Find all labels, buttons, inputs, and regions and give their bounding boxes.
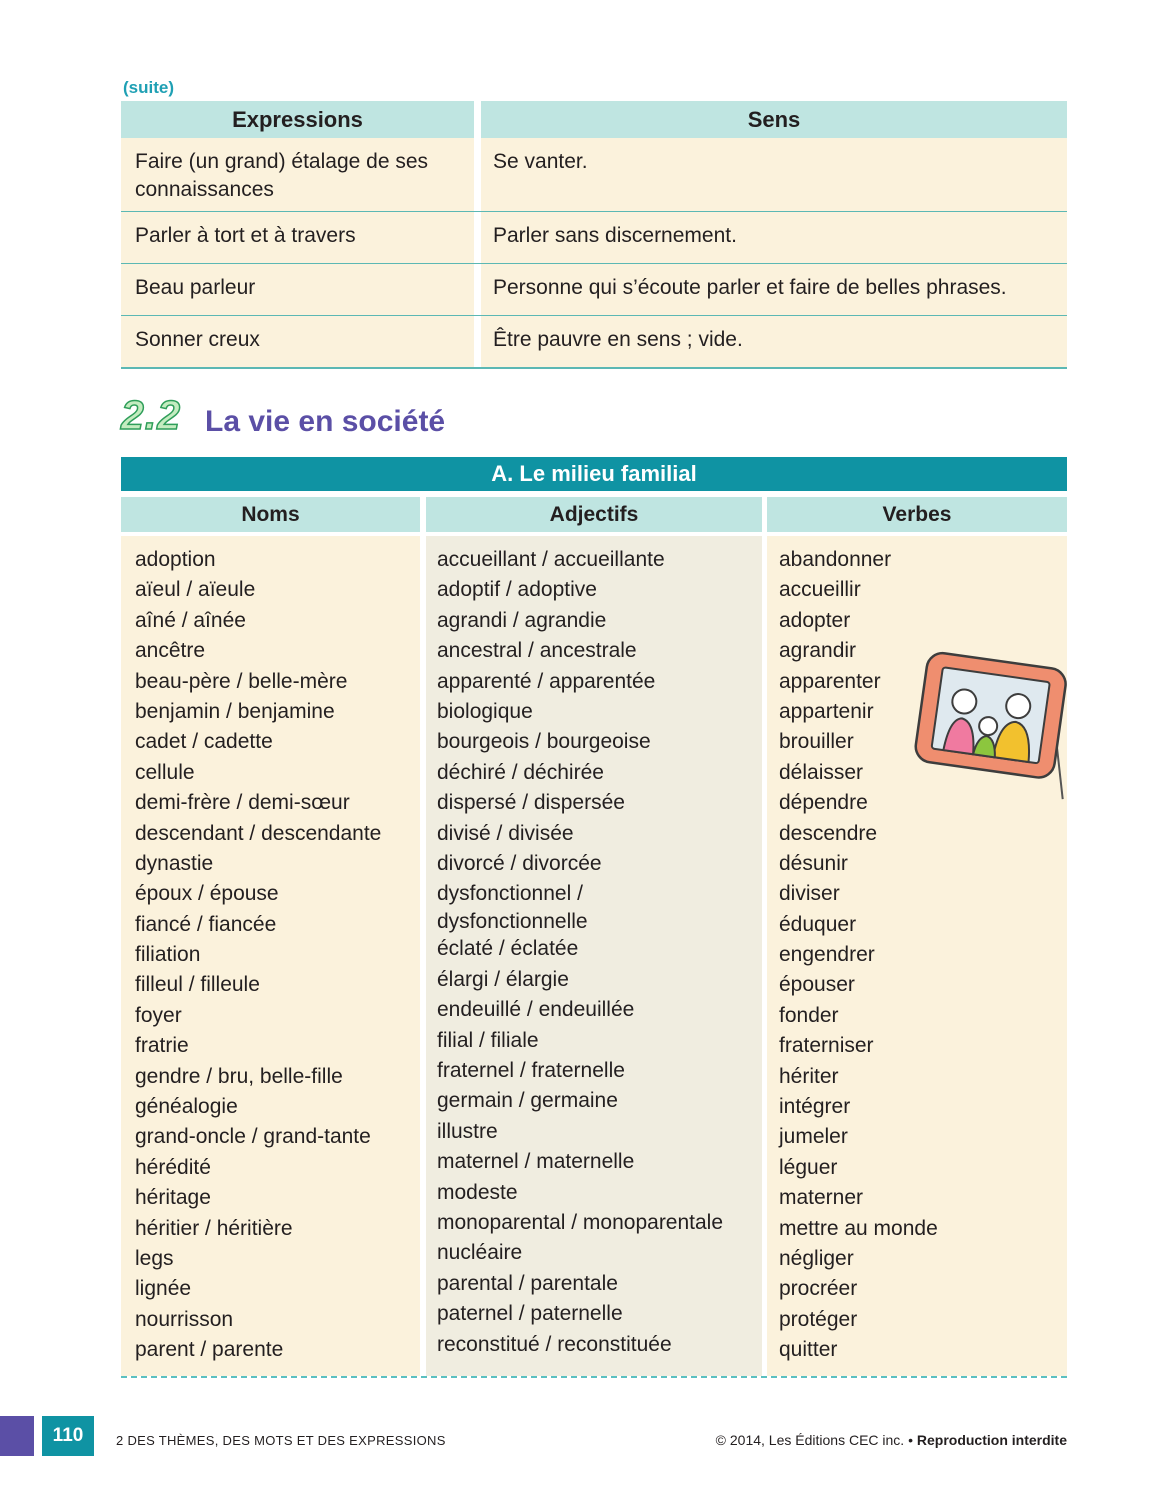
family-photo-frame-icon xyxy=(898,640,1078,800)
meaning-cell: Se vanter. xyxy=(481,138,1067,211)
meaning-cell: Parler sans discernement. xyxy=(481,212,1067,263)
table-row xyxy=(121,138,1067,212)
list-item: modeste xyxy=(437,1180,518,1204)
list-item: fonder xyxy=(779,1003,839,1027)
list-item: fiancé / fiancée xyxy=(135,912,277,936)
list-item: grand-oncle / grand-tante xyxy=(135,1125,371,1149)
list-item: nucléaire xyxy=(437,1241,523,1265)
list-item: procréer xyxy=(779,1277,858,1301)
list-item: illustre xyxy=(437,1119,498,1143)
header-sens: Sens xyxy=(481,101,1067,138)
list-item: mettre au monde xyxy=(779,1216,938,1240)
table-row xyxy=(121,316,1067,369)
table-band-title: A. Le milieu familial xyxy=(121,457,1067,491)
table-bottom-divider xyxy=(121,1376,1067,1378)
list-item: brouiller xyxy=(779,730,854,754)
list-item: divorcé / divorcée xyxy=(437,851,602,875)
list-item: désunir xyxy=(779,851,848,875)
list-item: bourgeois / bourgeoise xyxy=(437,730,651,754)
list-item: nourrisson xyxy=(135,1307,234,1331)
list-item: germain / germaine xyxy=(437,1089,618,1113)
list-item: parent / parente xyxy=(135,1338,284,1362)
expressions-table-header xyxy=(121,101,1067,138)
meaning-cell: Personne qui s’écoute parler et faire de belles phrases. xyxy=(481,264,1067,315)
list-item: fraternel / fraternelle xyxy=(437,1059,625,1083)
expression-cell: Faire (un grand) étalage de ses connaissances xyxy=(121,138,474,211)
page-number: 110 xyxy=(42,1416,94,1456)
list-item: fraterniser xyxy=(779,1034,874,1058)
list-item: accueillant / accueillante xyxy=(437,548,665,571)
list-item: filial / filiale xyxy=(437,1028,539,1052)
list-item: négliger xyxy=(779,1246,854,1270)
list-item: jumeler xyxy=(779,1125,848,1149)
list-item: déchiré / déchirée xyxy=(437,760,604,784)
list-item: ancestral / ancestrale xyxy=(437,639,637,663)
list-item: descendant / descendante xyxy=(135,821,382,845)
list-item: dispersé / dispersée xyxy=(437,791,625,815)
list-item: léguer xyxy=(779,1155,838,1179)
list-item: demi-frère / demi-sœur xyxy=(135,791,350,815)
list-item: aïeul / aïeule xyxy=(135,578,256,602)
list-item: parental / parentale xyxy=(437,1271,618,1295)
list-item: foyer xyxy=(135,1003,182,1027)
section-number: 2.2 xyxy=(121,392,181,438)
list-item: quitter xyxy=(779,1338,838,1362)
list-item: délaisser xyxy=(779,760,864,784)
list-item: protéger xyxy=(779,1307,858,1331)
list-item: généalogie xyxy=(135,1095,238,1119)
list-item: adoptif / adoptive xyxy=(437,578,597,602)
list-item: abandonner xyxy=(779,548,892,571)
list-item: materner xyxy=(779,1186,864,1210)
list-item: hérédité xyxy=(135,1155,211,1179)
column-header-verbes: Verbes xyxy=(767,497,1067,532)
list-item: dysfonctionnelle xyxy=(437,909,588,933)
list-item: éduquer xyxy=(779,912,857,936)
list-item: engendrer xyxy=(779,943,875,967)
list-item: beau-père / belle-mère xyxy=(135,669,348,693)
list-item: aîné / aînée xyxy=(135,608,246,632)
table-row xyxy=(121,264,1067,316)
list-item: dépendre xyxy=(779,791,868,815)
list-item: agrandir xyxy=(779,639,857,663)
list-item: accueillir xyxy=(779,578,861,602)
section-title: La vie en société xyxy=(205,405,446,438)
column-header-noms: Noms xyxy=(121,497,420,532)
list-item: épouser xyxy=(779,973,855,997)
meaning-cell: Être pauvre en sens ; vide. xyxy=(481,316,1067,367)
list-item: agrandi / agrandie xyxy=(437,608,607,632)
expressions-table xyxy=(121,101,1067,369)
copyright-text: © 2014, Les Éditions CEC inc. • xyxy=(715,1432,913,1448)
list-item: biologique xyxy=(437,699,533,723)
list-item: monoparental / monoparentale xyxy=(437,1211,724,1234)
list-item: éclaté / éclatée xyxy=(437,937,579,961)
expression-cell: Parler à tort et à travers xyxy=(121,212,474,263)
list-item: fratrie xyxy=(135,1034,189,1058)
footer-color-block xyxy=(0,1416,34,1456)
list-item: héritier / héritière xyxy=(135,1216,293,1240)
list-item: endeuillé / endeuillée xyxy=(437,998,635,1022)
list-item: adoption xyxy=(135,548,216,571)
table-row xyxy=(121,212,1067,264)
list-item: filiation xyxy=(135,943,201,967)
list-item: divisé / divisée xyxy=(437,821,574,845)
list-item: dysfonctionnel / xyxy=(437,882,583,906)
suite-label: (suite) xyxy=(123,78,174,97)
footer-chapter: 2 DES THÈMES, DES MOTS ET DES EXPRESSIONS xyxy=(116,1433,446,1448)
list-item: apparenté / apparentée xyxy=(437,669,656,693)
adjectifs-column xyxy=(426,536,762,1376)
list-item: époux / épouse xyxy=(135,882,279,906)
rights-text: Reproduction interdite xyxy=(916,1432,1067,1448)
expression-cell: Beau parleur xyxy=(121,264,474,315)
list-item: lignée xyxy=(135,1277,192,1301)
list-item: hériter xyxy=(779,1064,839,1088)
list-item: cadet / cadette xyxy=(135,730,273,754)
list-item: appartenir xyxy=(779,699,874,723)
list-item: descendre xyxy=(779,821,878,845)
list-item: dynastie xyxy=(135,851,214,875)
list-item: benjamin / benjamine xyxy=(135,699,335,723)
list-item: maternel / maternelle xyxy=(437,1150,635,1174)
list-item: héritage xyxy=(135,1186,211,1210)
list-item: paternel / paternelle xyxy=(437,1302,623,1326)
expression-cell: Sonner creux xyxy=(121,316,474,367)
list-item: adopter xyxy=(779,608,851,632)
noms-column xyxy=(121,536,420,1376)
list-item: reconstitué / reconstituée xyxy=(437,1332,672,1356)
list-item: élargi / élargie xyxy=(437,967,569,991)
list-item: cellule xyxy=(135,760,195,784)
column-header-adjectifs: Adjectifs xyxy=(426,497,762,532)
list-item: legs xyxy=(135,1246,174,1270)
list-item: ancêtre xyxy=(135,639,206,663)
list-item: gendre / bru, belle-fille xyxy=(135,1064,343,1088)
footer-copyright xyxy=(716,1432,1067,1448)
list-item: apparenter xyxy=(779,669,881,693)
list-item: filleul / filleule xyxy=(135,973,260,997)
list-item: diviser xyxy=(779,882,840,906)
list-item: intégrer xyxy=(779,1095,851,1119)
header-expressions: Expressions xyxy=(121,101,474,138)
